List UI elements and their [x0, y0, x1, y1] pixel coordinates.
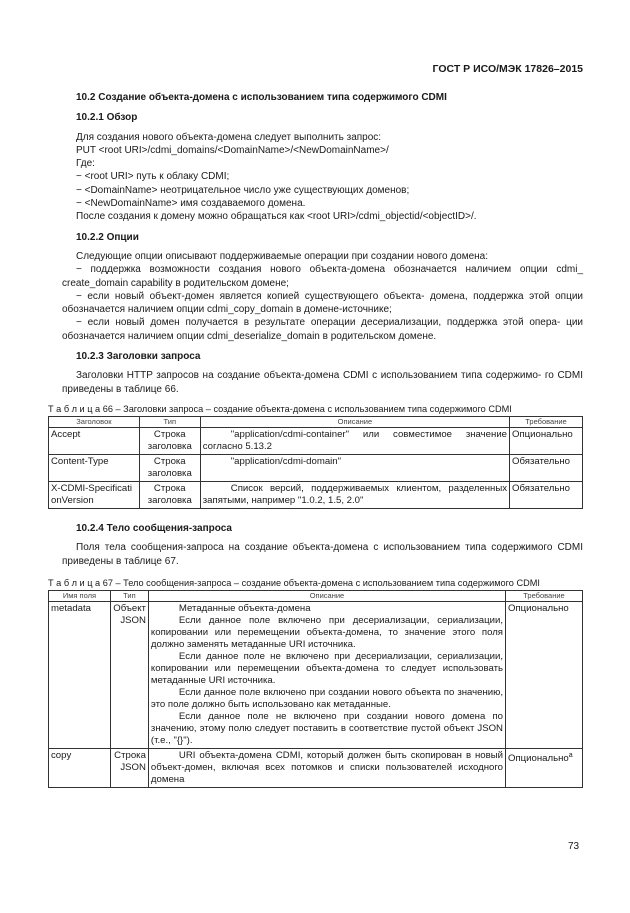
description-line: Метаданные объекта-домена — [178, 603, 311, 614]
column-header: Требование — [510, 417, 583, 428]
subsection-title: 10.2.4 Тело сообщения-запроса — [76, 523, 232, 534]
description-line: Если данное поле не включено при десериализации, сериализации, копировании или перемещении объекта-домена то следует использовать метаданные URI источника. — [150, 651, 503, 686]
cell-requirement: Опционально — [506, 602, 583, 749]
footnote-marker: a — [568, 752, 573, 759]
cell-description: "application/cdmi-container" или совместимое значение согласно 5.13.2 — [200, 428, 509, 455]
column-header: Тип — [110, 591, 148, 602]
list-item: − поддержка возможности создания нового объекта-домена обозначается наличием опции cdmi_ create_domain capability в родительском домене; — [62, 264, 583, 289]
column-header: Требование — [506, 591, 583, 602]
table-67-caption: Т а б л и ц а 67 – Тело сообщения-запроса – создание объекта-домена с использованием типа содержимого CDMI — [48, 578, 540, 588]
column-header: Описание — [200, 417, 509, 428]
text-line: Где: — [76, 158, 95, 170]
cell-requirement: Опционально — [510, 428, 583, 455]
cell-header-name: Accept — [49, 428, 140, 455]
cell-description: "application/cdmi-domain" — [200, 455, 509, 482]
list-item: − <DomainName> неотрицательное число уже существующих доменов; — [76, 184, 410, 196]
column-header: Описание — [148, 591, 505, 602]
table-header-row — [49, 591, 583, 602]
cell-type: Строка заголовка — [139, 455, 200, 482]
cell-type: Строка JSON — [110, 749, 148, 788]
description-line: Если данное поле не включено при создании нового домена по значению, этому полю следует поставить в соответствие пустой объект JSON (т.е., "{}"). — [150, 711, 503, 746]
table-row — [49, 602, 583, 749]
requirement-text: Опционально — [508, 753, 569, 765]
cell-description: URI объекта-домена CDMI, который должен быть скопирован в новый объект-домен, включая всех потомков и списки пользователей исходного домена — [148, 749, 505, 788]
paragraph: Следующие опции описывают поддерживаемые операции при создании нового домена: — [76, 250, 489, 262]
table-67 — [48, 590, 583, 788]
cell-type: Строка заголовка — [139, 428, 200, 455]
list-item: − <root URI> путь к облаку CDMI; — [76, 171, 230, 183]
page-number: 73 — [568, 841, 580, 852]
text-line: Для создания нового объекта-домена следует выполнить запрос: — [76, 131, 382, 143]
cell-header-name: Content-Type — [49, 455, 140, 482]
section-body-message — [62, 522, 583, 568]
cell-field-name: metadata — [49, 602, 111, 749]
cell-type: Строка заголовка — [139, 482, 200, 509]
list-item: − если новый объект-домен является копией существующего объекта- домена, поддержка этой опции обозначается наличием опции cdmi_copy_domain в домене-источнике; — [62, 290, 583, 316]
cell-requirement: Обязательно — [510, 455, 583, 482]
paragraph: Поля тела сообщения-запроса на создание объекта-домена с использованием типа содержимого CDMI приведены в таблице 67. — [62, 542, 583, 567]
description-line: Если данное поле включено при создании нового объекта по значению, это поле должно быть использовано как метаданные. — [150, 687, 503, 710]
list-item: − если новый домен получается в результате операции десериализации, поддержка этой опера- ции обозначается наличием опции cdmi_deserialize_domain в родительском домене. — [62, 317, 583, 342]
list-item: − <NewDomainName> имя создаваемого домена. — [76, 198, 306, 210]
table-row — [49, 482, 583, 509]
table-66 — [48, 416, 583, 509]
table-66-caption: Т а б л и ц а 66 – Заголовки запроса – создание объекта-домена с использованием типа содержимого CDMI — [48, 404, 512, 414]
column-header: Имя поля — [49, 591, 111, 602]
description-line: Если данное поле включено при десериализации, сериализации, копировании или перемещении объекта-домена, то значение этого поля должно заменять метаданные URI источника. — [150, 615, 503, 650]
table-row — [49, 749, 583, 788]
text-line: После создания к домену можно обращаться как <root URI>/cdmi_objectid/<objectID>/. — [76, 211, 477, 223]
table-row — [49, 455, 583, 482]
cell-type: Объект JSON — [110, 602, 148, 749]
paragraph: Заголовки HTTP запросов на создание объекта-домена CDMI с использованием типа содержимо- го CDMI приведены в таблице 66. — [62, 370, 583, 395]
column-header: Тип — [139, 417, 200, 428]
document-header: ГОСТ Р ИСО/МЭК 17826–2015 — [432, 63, 583, 75]
cell-requirement: Обязательно — [510, 482, 583, 509]
cell-description — [148, 602, 505, 749]
cell-field-name: copy — [49, 749, 111, 788]
subsection-title: 10.2.3 Заголовки запроса — [76, 351, 201, 363]
table-header-row — [49, 417, 583, 428]
subsection-title: 10.2.2 Опции — [76, 231, 139, 243]
subsection-title: 10.2.1 Обзор — [76, 112, 138, 124]
column-header: Заголовок — [49, 417, 140, 428]
table-row — [49, 428, 583, 455]
document-body — [62, 91, 583, 396]
text-line: PUT <root URI>/cdmi_domains/<DomainName>/<NewDomainName>/ — [76, 144, 389, 156]
cell-requirement — [506, 749, 583, 788]
cell-description: Список версий, поддерживаемых клиентом, разделенных запятыми, например "1.0.2, 1.5, 2.0" — [200, 482, 509, 509]
section-title: 10.2 Создание объекта-домена с использованием типа содержимого CDMI — [76, 92, 447, 103]
cell-header-name: X-CDMI-SpecificationVersion — [49, 482, 140, 509]
